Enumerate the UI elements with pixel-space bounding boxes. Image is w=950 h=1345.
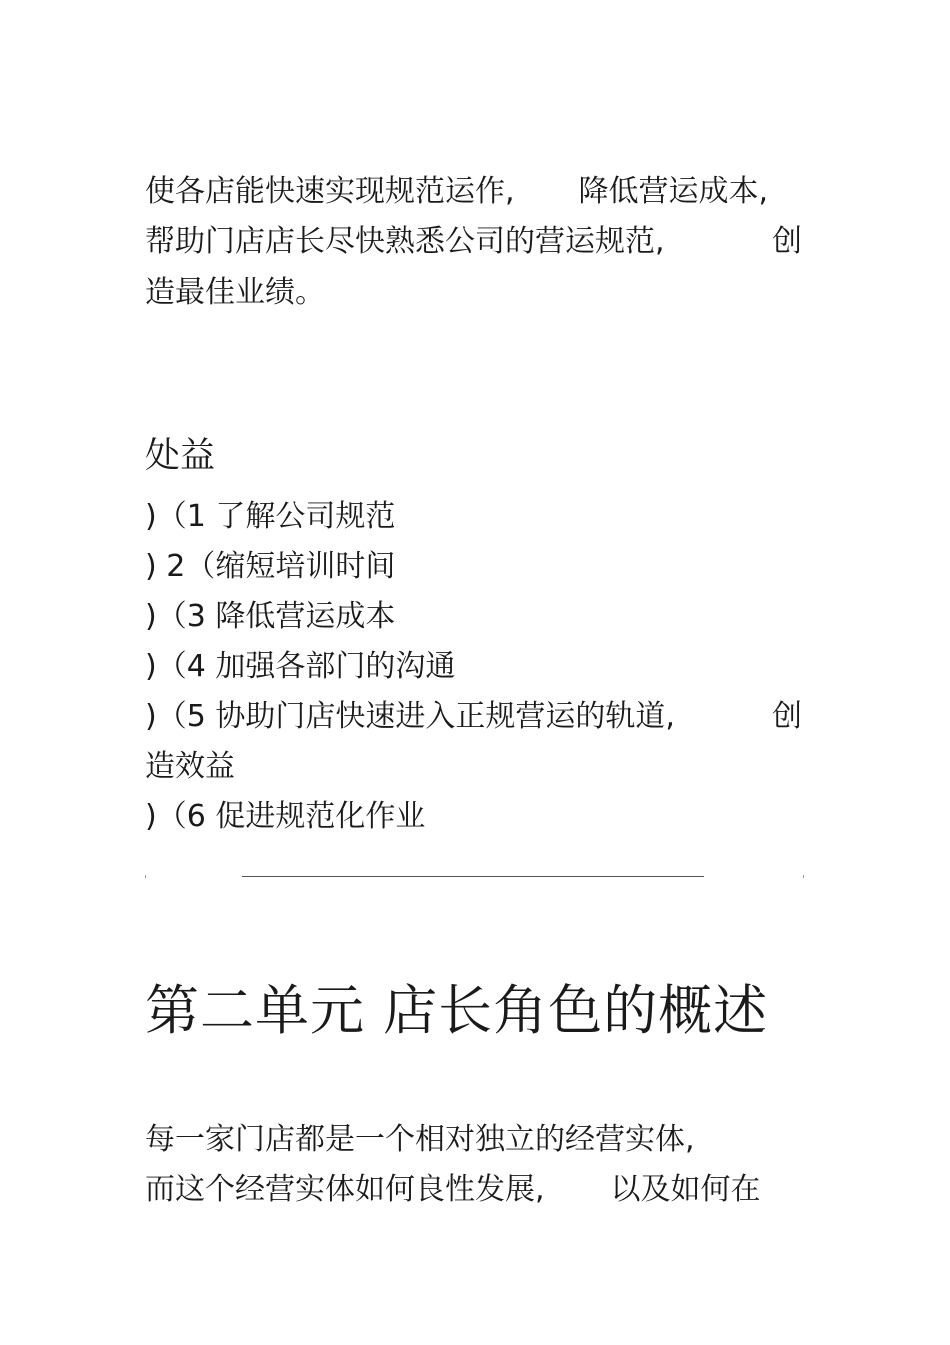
- benefits-heading: 处益: [145, 436, 216, 476]
- separator-left-mark: [145, 875, 146, 878]
- benefit-item-5-continuation: 造效益: [145, 749, 235, 784]
- unit-2-paragraph-line-2: [145, 1170, 761, 1210]
- benefit-item-5-text-b: 创: [772, 699, 802, 734]
- separator-right-mark: [803, 875, 804, 878]
- benefit-item-5-text-a: )（5 协助门店快速进入正规营运的轨道,: [145, 699, 675, 734]
- unit-2-paragraph-line-1: 每一家门店都是一个相对独立的经营实体,: [145, 1122, 695, 1157]
- benefit-item-3: )（3 降低营运成本: [145, 599, 396, 634]
- intro-paragraph-line-2: [145, 222, 802, 262]
- benefit-item-4: )（4 加强各部门的沟通: [145, 649, 456, 684]
- benefit-item-6: )（6 促进规范化作业: [145, 799, 426, 834]
- intro-paragraph-line-1: [145, 172, 768, 212]
- intro-line-2-text-b: 创: [772, 224, 802, 259]
- intro-line-1-text-b: 降低营运成本,: [578, 174, 769, 209]
- benefit-item-5: [145, 697, 802, 737]
- intro-line-2-text-a: 帮助门店店长尽快熟悉公司的营运规范,: [145, 224, 665, 259]
- benefit-item-1: )（1 了解公司规范: [145, 499, 396, 534]
- page-separator-rule: [242, 876, 704, 877]
- unit-2-title: 第二单元 店长角色的概述: [145, 979, 769, 1042]
- benefit-item-2: ) 2（缩短培训时间: [145, 549, 396, 584]
- unit-2-line-2-text-b: 以及如何在: [610, 1172, 761, 1207]
- unit-2-line-2-text-a: 而这个经营实体如何良性发展,: [145, 1172, 545, 1207]
- intro-line-1-text-a: 使各店能快速实现规范运作,: [145, 174, 515, 209]
- intro-paragraph-line-3: 造最佳业绩。: [145, 275, 325, 310]
